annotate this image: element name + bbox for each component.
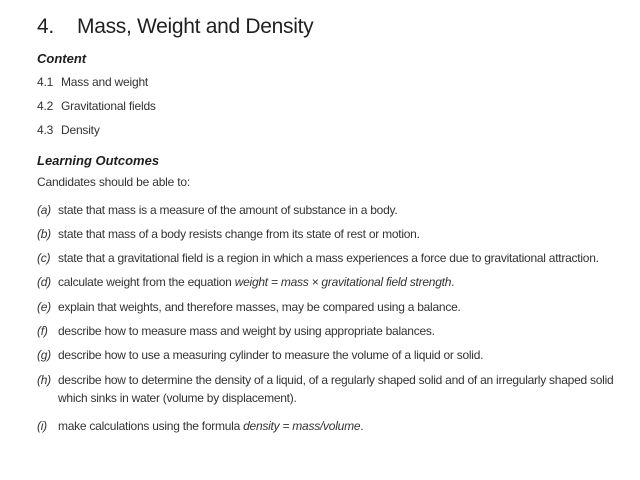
outcome-text: describe how to use a measuring cylinder to measure the volume of a liquid or solid. (58, 348, 484, 362)
outcome-text (58, 417, 363, 435)
outcome-text: describe how to measure mass and weight by using appropriate balances. (58, 324, 435, 338)
outcome-letter: (c) (37, 251, 51, 265)
outcome-item (37, 322, 627, 340)
outcome-item (37, 417, 627, 435)
outcome-letter: (b) (37, 227, 51, 241)
outcome-text-before: calculate weight from the equation (58, 275, 235, 289)
content-heading: Content (37, 51, 87, 66)
content-item-label: Mass and weight (61, 75, 149, 89)
content-item (37, 123, 100, 137)
outcome-text-after: . (451, 275, 455, 289)
outcome-letter: (d) (37, 275, 51, 289)
density-formula: density = mass/volume (243, 419, 361, 433)
outcome-text: explain that weights, and therefore masses, may be compared using a balance. (58, 300, 461, 314)
section-title (37, 15, 313, 39)
outcome-letter: (h) (37, 373, 51, 387)
outcome-letter: (a) (37, 203, 51, 217)
outcome-text (58, 273, 454, 291)
content-item-label: Gravitational fields (61, 99, 156, 113)
outcome-item (37, 273, 627, 291)
outcome-text: state that mass is a measure of the amount of substance in a body. (58, 203, 398, 217)
content-item-code: 4.3 (37, 123, 54, 137)
content-item-code: 4.1 (37, 75, 54, 89)
outcome-letter: (g) (37, 348, 51, 362)
outcome-letter: (f) (37, 324, 48, 338)
outcome-item (37, 371, 627, 407)
section-title-text: Mass, Weight and Density (77, 15, 314, 38)
content-item (37, 99, 156, 113)
outcome-item (37, 346, 627, 364)
outcome-text: state that a gravitational field is a region in which a mass experiences a force due to gravitational attraction. (58, 251, 599, 265)
outcome-text: state that mass of a body resists change from its state of rest or motion. (58, 227, 420, 241)
content-item (37, 75, 148, 89)
outcome-item (37, 225, 627, 243)
outcome-letter: (e) (37, 300, 51, 314)
outcome-item (37, 298, 627, 316)
section-number: 4. (37, 15, 54, 38)
outcome-letter: (i) (37, 419, 47, 433)
outcome-text-before: make calculations using the formula (58, 419, 244, 433)
weight-formula: weight = mass × gravitational field strength (234, 275, 452, 289)
learning-outcomes-heading: Learning Outcomes (37, 153, 160, 168)
learning-outcomes-intro: Candidates should be able to: (37, 175, 190, 189)
outcome-item (37, 201, 627, 219)
outcome-item (37, 249, 627, 267)
content-item-code: 4.2 (37, 99, 54, 113)
outcome-text: describe how to determine the density of a liquid, of a regularly shaped solid and of an irregularly shaped solid which sinks in water (volume by displacement). (58, 373, 614, 405)
outcome-text-after: . (360, 419, 364, 433)
content-item-label: Density (61, 123, 100, 137)
